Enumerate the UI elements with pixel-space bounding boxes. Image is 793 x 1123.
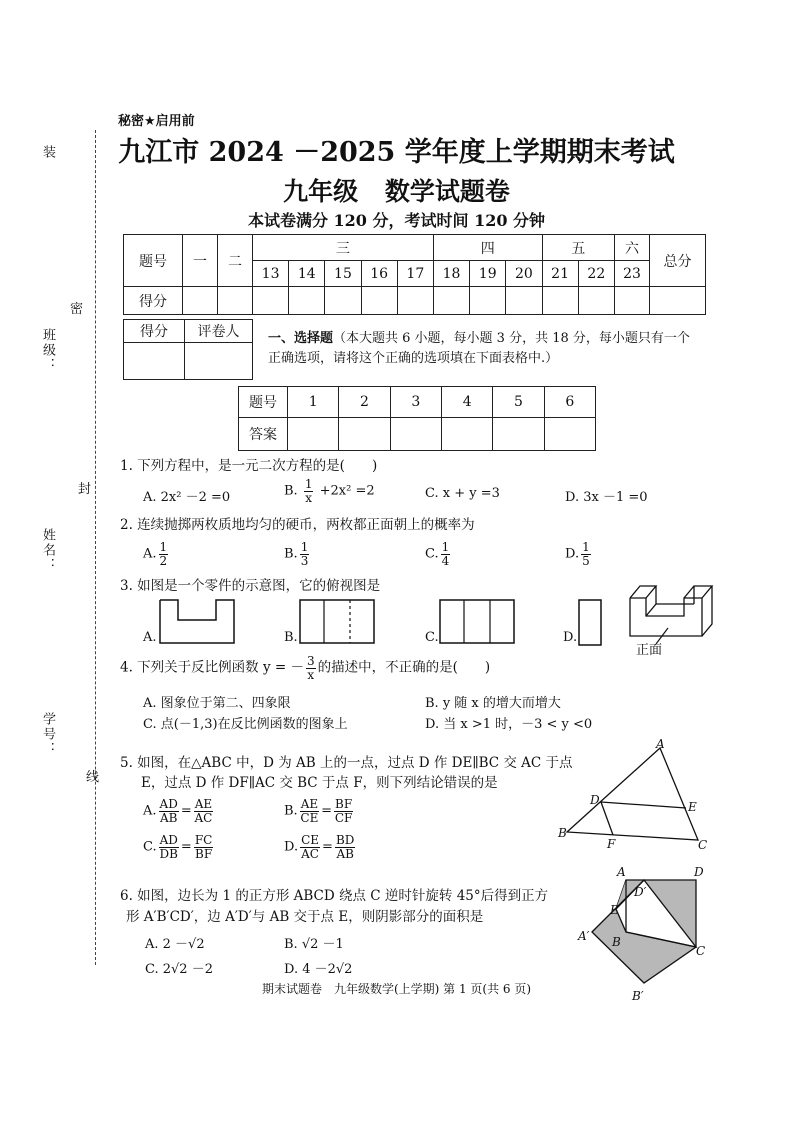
- svg-text:E: E: [610, 903, 619, 917]
- svg-text:C: C: [696, 944, 706, 958]
- answer-cell[interactable]: [441, 418, 492, 451]
- q3-part-figure: [626, 578, 716, 648]
- q3-option-b-figure: [298, 598, 378, 646]
- svg-text:A: A: [617, 865, 626, 879]
- q3-stem: 3. 如图是一个零件的示意图，它的俯视图是: [120, 578, 381, 594]
- q1-option-d: D. 3x －1 =0: [565, 490, 648, 505]
- score-cell[interactable]: [289, 287, 325, 315]
- svg-text:B: B: [612, 935, 621, 949]
- q3-option-d-label: D.: [563, 630, 578, 645]
- q3-option-a-figure: [158, 598, 238, 646]
- class-label: 班级：: [40, 328, 55, 373]
- score-cell[interactable]: [542, 287, 578, 315]
- score-table-label-num: 题号: [124, 235, 183, 287]
- score-cell[interactable]: [183, 287, 218, 315]
- exam-title: 九江市 2024 －2025 学年度上学期期末考试: [118, 137, 675, 168]
- q5-option-d: D. $\frac{CE}{AC}$ = $\frac{BD}{AB}$: [284, 833, 355, 861]
- q4-option-c: C. 点(－1,3)在反比例函数的图象上: [143, 717, 348, 732]
- q5-stem-line1: 5. 如图，在△ABC 中，D 为 AB 上的一点，过点 D 作 DE∥BC 交 AC 于点: [120, 755, 573, 771]
- q5-option-a: A. $\frac{AD}{AB}$ = $\frac{AE}{AC}$: [143, 797, 213, 825]
- q6-option-c: C. 2√2 －2: [145, 962, 213, 977]
- svg-text:B: B: [558, 826, 567, 840]
- answer-cell[interactable]: [544, 418, 595, 451]
- answer-cell[interactable]: [339, 418, 390, 451]
- score-cell[interactable]: [615, 287, 650, 315]
- q1-option-a: A. 2x² －2 =0: [143, 490, 231, 505]
- q5-triangle-figure: [555, 736, 715, 856]
- score-table-num: 18: [433, 261, 469, 287]
- exam-info: 本试卷满分 120 分，考试时间 120 分钟: [247, 211, 546, 230]
- score-table-num: 15: [325, 261, 361, 287]
- score-table: [123, 234, 706, 315]
- q3-option-c-figure: [438, 598, 518, 646]
- q3-option-b-label: B.: [284, 630, 298, 645]
- score-table-num: 17: [397, 261, 433, 287]
- answer-table-num: 3: [390, 387, 441, 418]
- grader-score-label: 得分: [124, 320, 185, 343]
- score-cell[interactable]: [218, 287, 253, 315]
- score-table-num: 23: [615, 261, 650, 287]
- q4-option-d: D. 当 x >1 时，－3 < y <0: [425, 717, 593, 732]
- binding-label-feng: 封: [78, 482, 92, 497]
- answer-table-label-ans: 答案: [239, 418, 288, 451]
- svg-text:B′: B′: [632, 989, 644, 1003]
- svg-text:C: C: [698, 838, 708, 852]
- answer-table: [238, 386, 596, 451]
- q3-option-c-label: C.: [425, 630, 439, 645]
- svg-text:D: D: [590, 793, 600, 807]
- section1-desc: （本大题共 6 小题，每小题 3 分，共 18 分，每小题只有一个正确选项，请将这个正确的选项填在下面表格中.）: [268, 331, 690, 367]
- section1-heading: [268, 329, 698, 369]
- score-table-label-score: 得分: [124, 287, 183, 315]
- score-table-sec2: 二: [218, 235, 253, 287]
- score-table-sec3: 三: [253, 235, 434, 261]
- answer-table-num: 4: [441, 387, 492, 418]
- score-table-num: 19: [470, 261, 506, 287]
- score-cell[interactable]: [506, 287, 542, 315]
- svg-text:A: A: [656, 737, 665, 751]
- name-label: 姓名：: [40, 528, 55, 573]
- answer-cell[interactable]: [493, 418, 544, 451]
- grader-score-cell[interactable]: [124, 343, 185, 380]
- score-cell[interactable]: [470, 287, 506, 315]
- answer-table-num: 1: [288, 387, 339, 418]
- score-table-total: 总分: [650, 235, 706, 287]
- exam-subtitle: 九年级 数学试题卷: [283, 177, 510, 206]
- score-table-sec1: 一: [183, 235, 218, 287]
- binding-label-xian: 线: [86, 770, 100, 785]
- q2-option-a: A. $\frac{1}{2}$: [143, 540, 168, 568]
- confidential-mark: 秘密★启用前: [118, 114, 195, 129]
- student-id-label: 学号：: [40, 712, 55, 757]
- q1-option-b: B. $\frac{1}{x}$ +2x² =2: [284, 477, 375, 505]
- q3-option-d-figure: [577, 598, 605, 648]
- score-table-sec6: 六: [615, 235, 650, 261]
- q6-option-b: B. √2 －1: [284, 937, 344, 952]
- binding-dashed-line: [95, 130, 96, 965]
- answer-table-num: 6: [544, 387, 595, 418]
- binding-label-mi: 密: [70, 302, 84, 317]
- score-cell[interactable]: [650, 287, 706, 315]
- score-table-sec5: 五: [542, 235, 615, 261]
- score-cell[interactable]: [433, 287, 469, 315]
- answer-cell[interactable]: [288, 418, 339, 451]
- svg-text:F: F: [607, 837, 616, 851]
- fraction: $\frac{3}{x}$: [306, 654, 315, 682]
- svg-text:D: D: [694, 865, 704, 879]
- q6-stem-line2: 形 A′B′CD′，边 A′D′与 AB 交于点 E，则阴影部分的面积是: [126, 909, 484, 925]
- svg-text:E: E: [688, 800, 697, 814]
- q1-stem: 1. 下列方程中，是一元二次方程的是( ): [120, 458, 378, 474]
- score-table-sec4: 四: [433, 235, 542, 261]
- fraction: $\frac{1}{x}$: [304, 477, 313, 505]
- answer-table-num: 2: [339, 387, 390, 418]
- score-cell[interactable]: [397, 287, 433, 315]
- q5-option-c: C. $\frac{AD}{DB}$ = $\frac{FC}{BF}$: [143, 833, 213, 861]
- q6-option-d: D. 4 －2√2: [284, 962, 353, 977]
- score-table-num: 20: [506, 261, 542, 287]
- grader-name-label: 评卷人: [185, 320, 253, 343]
- q6-stem-line1: 6. 如图，边长为 1 的正方形 ABCD 绕点 C 逆时针旋转 45°后得到正方: [120, 888, 549, 904]
- score-table-num: 16: [361, 261, 397, 287]
- q2-stem: 2. 连续抛掷两枚质地均匀的硬币，两枚都正面朝上的概率为: [120, 517, 475, 533]
- q2-option-c: C. $\frac{1}{4}$: [425, 540, 450, 568]
- score-table-num: 13: [253, 261, 289, 287]
- q4-option-a: A. 图象位于第二、四象限: [143, 696, 291, 711]
- svg-text:A′: A′: [578, 929, 590, 943]
- q4-stem: 4. 下列关于反比例函数 y = － $\frac{3}{x}$ 的描述中，不正确的是( ): [120, 654, 491, 682]
- q6-option-a: A. 2 －√2: [145, 937, 205, 952]
- q3-front-label: 正面: [636, 643, 663, 658]
- q4-option-b: B. y 随 x 的增大而增大: [425, 696, 561, 711]
- q2-option-d: D. $\frac{1}{5}$: [565, 540, 590, 568]
- q5-stem-line2: E，过点 D 作 DF∥AC 交 BC 于点 F，则下列结论错误的是: [141, 775, 498, 791]
- grader-box: [123, 319, 253, 380]
- binding-label-zhuang: 装: [40, 145, 55, 160]
- answer-table-label-num: 题号: [239, 387, 288, 418]
- score-table-num: 21: [542, 261, 578, 287]
- answer-cell[interactable]: [390, 418, 441, 451]
- q1-option-c: C. x + y =3: [425, 486, 500, 501]
- score-cell[interactable]: [325, 287, 361, 315]
- grader-name-cell[interactable]: [185, 343, 253, 380]
- svg-text:D′: D′: [634, 885, 647, 899]
- score-cell[interactable]: [253, 287, 289, 315]
- score-cell[interactable]: [578, 287, 614, 315]
- score-table-num: 22: [578, 261, 614, 287]
- q5-option-b: B. $\frac{AE}{CE}$ = $\frac{BF}{CF}$: [284, 797, 353, 825]
- section1-title: 一、选择题: [268, 331, 334, 346]
- q2-option-b: B. $\frac{1}{3}$: [284, 540, 309, 568]
- score-table-num: 14: [289, 261, 325, 287]
- score-cell[interactable]: [361, 287, 397, 315]
- answer-table-num: 5: [493, 387, 544, 418]
- q3-option-a-label: A.: [143, 630, 157, 645]
- page-footer: 期末试题卷 九年级数学(上学期) 第 1 页(共 6 页): [261, 982, 532, 996]
